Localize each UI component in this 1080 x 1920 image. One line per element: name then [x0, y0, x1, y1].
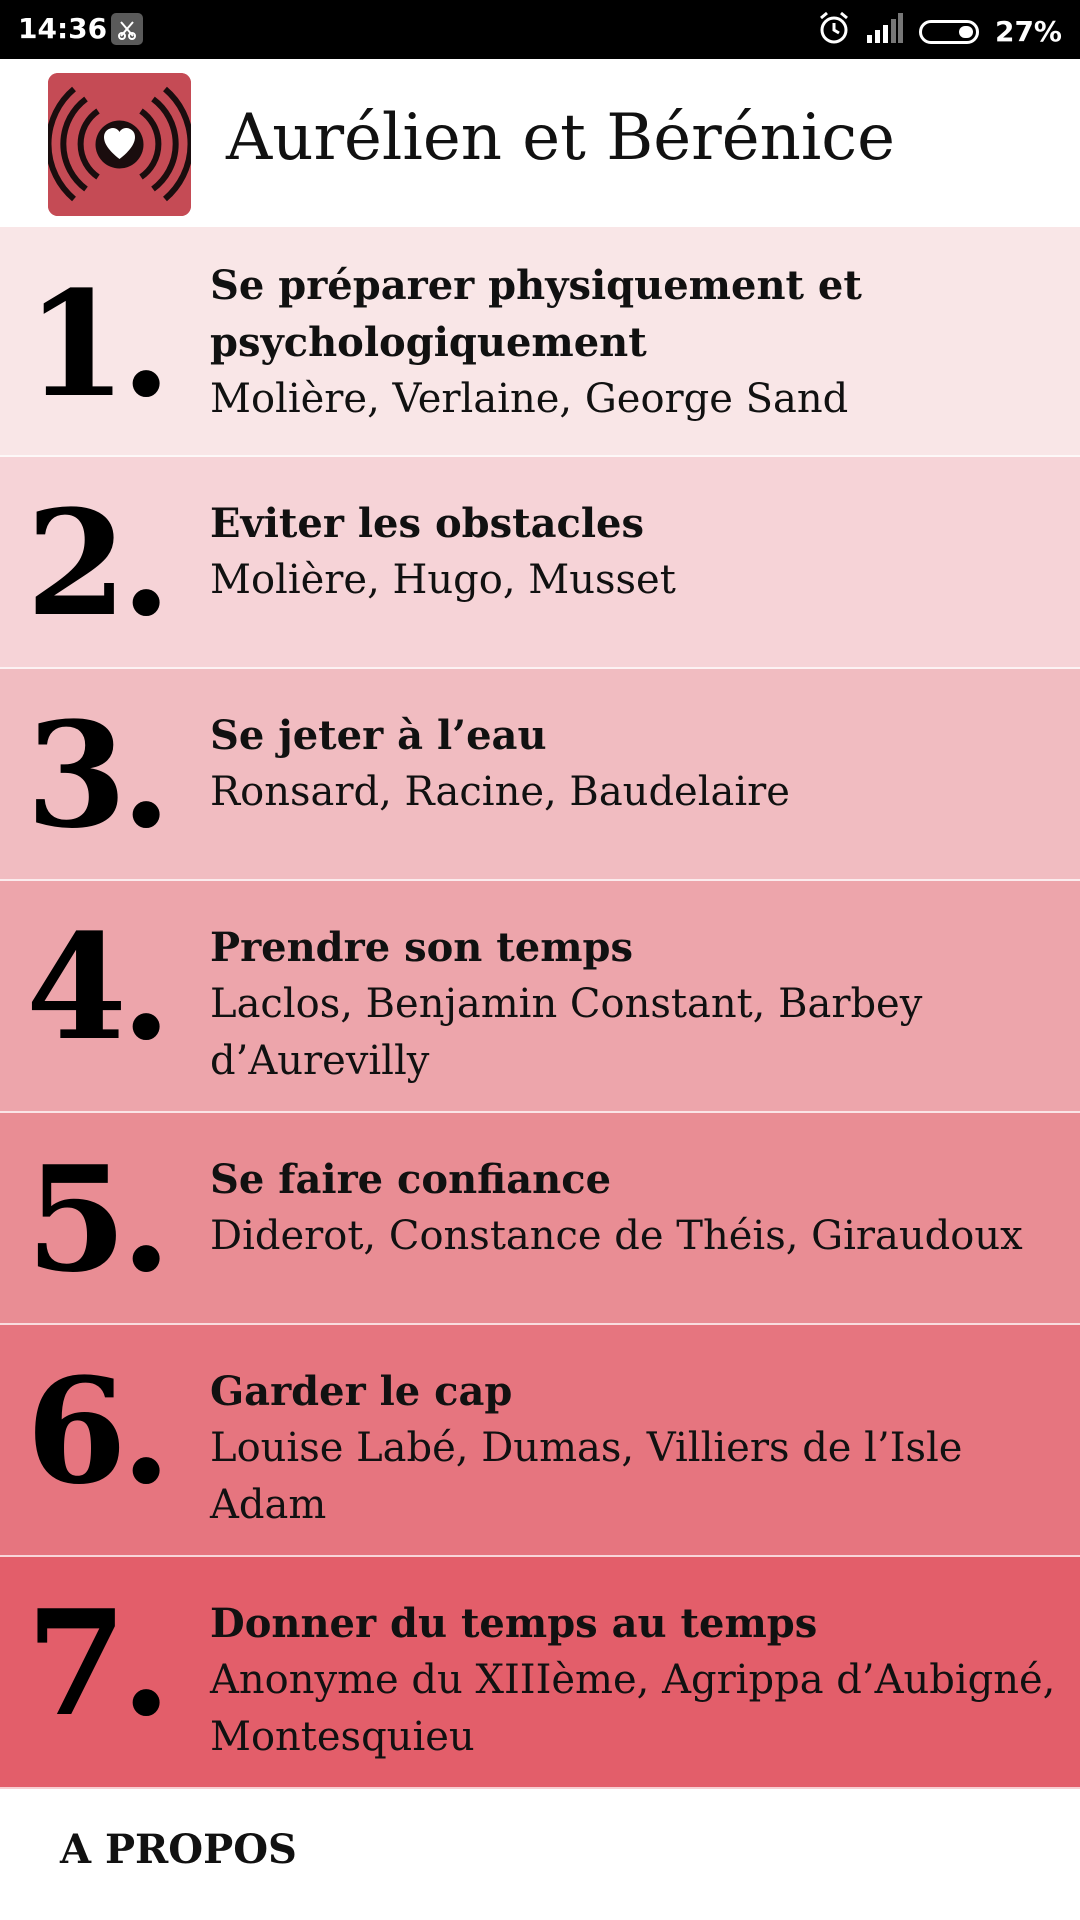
chapter-title: Garder le cap [210, 1368, 513, 1415]
chapter-title: Prendre son temps [210, 924, 634, 971]
chapter-item-4[interactable] [0, 881, 1080, 1113]
chapter-number: 7. [26, 1579, 166, 1749]
alarm-icon [817, 10, 851, 53]
chapter-number: 5. [26, 1135, 166, 1305]
chapter-number: 2. [26, 479, 166, 649]
chapter-item-1[interactable] [0, 227, 1080, 457]
chapter-authors: Diderot, Constance de Théis, Giraudoux [210, 1213, 1023, 1259]
chapter-number: 1. [26, 260, 166, 430]
battery-icon [919, 20, 979, 44]
chapter-authors: Molière, Hugo, Musset [210, 557, 676, 603]
chapter-number: 3. [26, 691, 166, 861]
status-icons [817, 10, 1062, 53]
chapter-authors: Ronsard, Racine, Baudelaire [210, 769, 790, 815]
chapter-item-2[interactable] [0, 457, 1080, 669]
chapter-authors: Louise Labé, Dumas, Villiers de l’Isle Adam [210, 1425, 963, 1528]
chapter-title: Eviter les obstacles [210, 500, 645, 547]
app-bar [0, 59, 1080, 227]
notification-icon [111, 13, 143, 45]
chapter-authors: Molière, Verlaine, George Sand [210, 376, 849, 422]
chapter-title: Donner du temps au temps [210, 1600, 818, 1647]
chapter-authors: Anonyme du XIIIème, Agrippa d’Aubigné, Montesquieu [210, 1657, 1056, 1760]
chapter-item-3[interactable] [0, 669, 1080, 881]
signal-icon [867, 13, 903, 50]
battery-text: 27% [994, 15, 1062, 48]
chapter-item-6[interactable] [0, 1325, 1080, 1557]
about-button[interactable]: A PROPOS [60, 1826, 297, 1873]
chapter-list [0, 227, 1080, 1789]
status-bar [0, 0, 1080, 59]
chapter-title: Se préparer physiquement et psychologiquement [210, 262, 862, 366]
chapter-number: 4. [26, 903, 166, 1073]
chapter-item-5[interactable] [0, 1113, 1080, 1325]
chapter-title: Se jeter à l’eau [210, 712, 547, 759]
heart-radio-waves-icon [48, 73, 191, 216]
chapter-number: 6. [26, 1347, 166, 1517]
chapter-title: Se faire confiance [210, 1156, 612, 1203]
chapter-authors: Laclos, Benjamin Constant, Barbey d’Aurevilly [210, 981, 923, 1084]
status-time: 14:36 [18, 12, 108, 45]
app-title: Aurélien et Bérénice [226, 101, 895, 175]
chapter-item-7[interactable] [0, 1557, 1080, 1789]
